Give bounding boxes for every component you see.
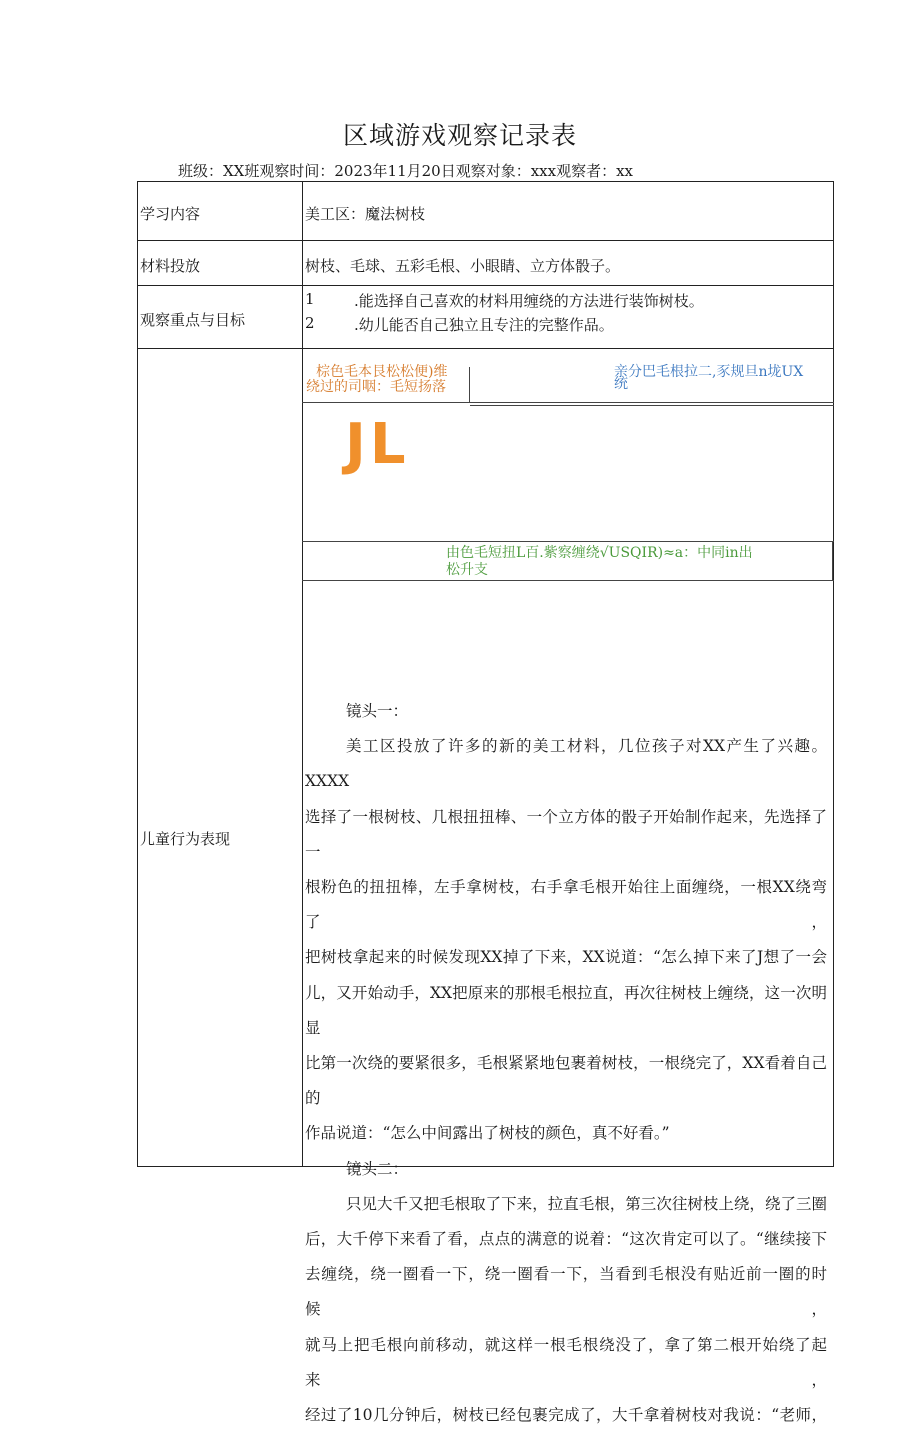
narrative-line: 儿，又开始动手，XX把原来的那根毛根拉直，再次往树枝上缠绕，这一次明显 <box>305 983 827 1037</box>
page-title: 区域游戏观察记录表 <box>342 121 577 150</box>
table-border-left <box>137 181 138 1167</box>
photo-frame-line <box>832 541 833 581</box>
narrative-line: 选择了一根树枝、几根扭扭棒、一个立方体的骰子开始制作起来，先选择了一 <box>305 807 827 861</box>
row-divider-2 <box>137 285 834 286</box>
photo-caption-orange-2: 绕过的司咽：毛短扬落 <box>306 379 446 395</box>
photo-large-letters: JL <box>345 412 410 477</box>
goal-number-1: 1 <box>305 290 315 308</box>
narrative-line: 美工区投放了许多的新的美工材料，几位孩子对XX产生了兴趣。XXXX <box>305 737 827 791</box>
label-child-behavior: 儿童行为表现 <box>140 830 231 848</box>
photo-frame-line <box>302 402 834 403</box>
goal-text-1: .能选择自己喜欢的材料用缠绕的方法进行装饰树枝。 <box>354 292 704 310</box>
shot1-heading: 镜头一： <box>346 702 409 720</box>
photo-caption-orange-1: 棕色毛本艮松松便)维 <box>316 364 448 380</box>
photo-caption-green-1: 由色毛短扭L百.紫察缠绕√USQIR)≈a：中同in出 <box>446 545 753 561</box>
narrative-line: 作品说道：“怎么中间露出了树枝的颜色，真不好看。” <box>305 1124 670 1143</box>
info-line: 班级：XX班观察时间：2023年11月20日观察对象：xxx观察者：xx <box>178 162 634 180</box>
narrative-line: 只见大千又把毛根取了下来，拉直毛根，第三次往树枝上绕，绕了三圈 <box>346 1194 827 1213</box>
narrative-text <box>305 694 827 1433</box>
narrative-line: 把树枝拿起来的时候发现XX掉了下来，XX说道：“怎么掉下来了J想了一会 <box>305 948 827 967</box>
table-border-top <box>137 181 834 182</box>
photo-caption-green-2: 松升支 <box>446 562 488 578</box>
goal-text-2: .幼儿能否自己独立且专注的完整作品。 <box>354 316 614 334</box>
label-goals: 观察重点与目标 <box>140 311 246 329</box>
photo-frame-line <box>470 405 834 406</box>
shot2-heading: 镜头二： <box>346 1159 409 1178</box>
photo-caption-blue-2: 统 <box>614 376 628 392</box>
label-learning-content: 学习内容 <box>140 205 201 223</box>
photo-frame-line <box>302 580 834 581</box>
narrative-line: 根粉色的扭扭棒，左手拿树枝，右手拿毛根开始往上面缠绕，一根XX绕弯了， <box>305 878 827 932</box>
narrative-line: 经过了10几分钟后，树枝已经包裹完成了，大千拿着树枝对我说：“老师， <box>305 1406 827 1425</box>
label-materials: 材料投放 <box>140 257 201 275</box>
narrative-line: 比第一次绕的要紧很多，毛根紧紧地包裹着树枝，一根绕完了，XX看着自己的 <box>305 1054 827 1108</box>
photo-frame-line <box>302 541 834 542</box>
row-divider-1 <box>137 240 834 241</box>
narrative-line: 后，大千停下来看了看，点点的满意的说着：“这次肯定可以了。“继续接下 <box>305 1230 827 1249</box>
table-column-divider <box>302 181 303 1167</box>
value-materials: 树枝、毛球、五彩毛根、小眼睛、立方体骰子。 <box>305 257 621 275</box>
photo-frame-line <box>469 367 470 403</box>
table-border-right <box>833 181 834 1167</box>
value-learning-content: 美工区：魔法树枝 <box>305 205 426 223</box>
goal-number-2: 2 <box>305 314 315 332</box>
narrative-line: 就马上把毛根向前移动，就这样一根毛根绕没了，拿了第二根开始绕了起来， <box>305 1335 827 1389</box>
narrative-line: 去缠绕，绕一圈看一下，绕一圈看一下，当看到毛根没有贴近前一圈的时候， <box>305 1265 827 1319</box>
row-divider-3 <box>137 348 834 349</box>
photo-caption-blue-1: 亲分巴毛根拉二,豕规旦n垅UX <box>614 364 804 380</box>
